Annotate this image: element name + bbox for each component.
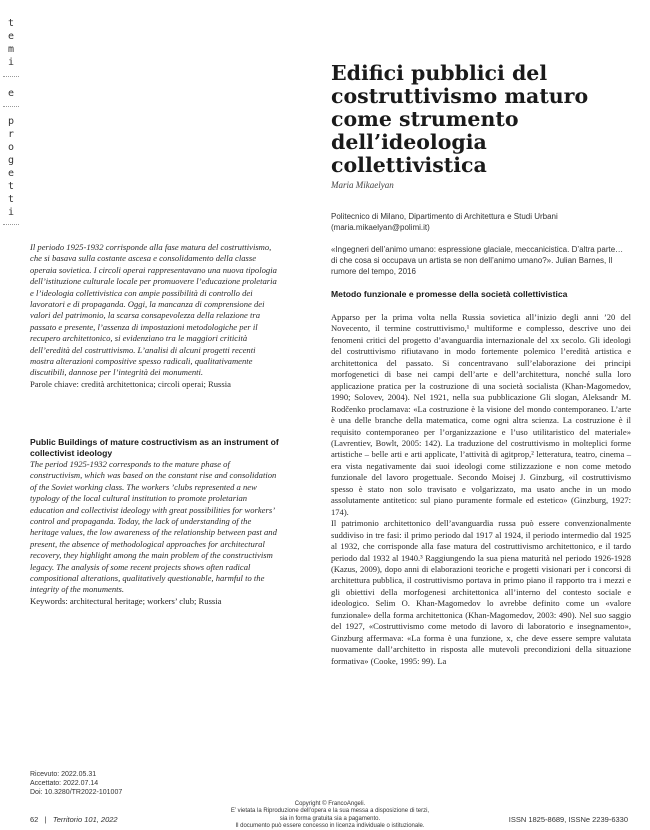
rail-letter: t bbox=[7, 194, 15, 205]
rail-letter: e bbox=[7, 31, 15, 42]
rail-letter: t bbox=[7, 181, 15, 192]
abstract-english bbox=[30, 437, 280, 607]
author-name: Maria Mikaelyan bbox=[331, 180, 394, 190]
rail-letter: g bbox=[7, 155, 15, 166]
copyright-line: Copyright © FrancoAngeli. bbox=[294, 801, 366, 807]
rail-letter: t bbox=[7, 18, 15, 29]
keywords-italian: Parole chiave: credità architettonica; circoli operai; Russia bbox=[30, 378, 231, 389]
rail-letter: i bbox=[7, 57, 15, 68]
copyright-line: E’ vietata la Riproduzione dell’opera e la sua messa a disposizione di terzi, bbox=[230, 808, 430, 815]
abstract-italian bbox=[30, 242, 280, 390]
keywords-english: Keywords: architectural heritage; workers’ club; Russia bbox=[30, 595, 222, 606]
doi: Doi: 10.3280/TR2022-101007 bbox=[30, 789, 123, 796]
rail-divider bbox=[3, 106, 19, 107]
body-text bbox=[331, 312, 631, 667]
article-title: Edifici pubblici del costruttivismo maturo come strumento dell’ideologia collettivistica bbox=[331, 61, 589, 177]
section-rail bbox=[0, 0, 22, 240]
rail-divider bbox=[3, 76, 19, 77]
rail-letter: r bbox=[7, 129, 15, 140]
rail-letter: e bbox=[7, 168, 15, 179]
rail-letter: o bbox=[7, 142, 15, 153]
body-paragraph: Il patrimonio architettonico dell’avanguardia russa può essere convenzionalmente suddiviso in tre fasi: il primo periodo dal 1917 al 1924, il periodo intermedio dal 1925 al 1932, che corrisponde alla fase matura del costruttivismo architettonico, e il tardo periodo dal 1932 al 1940.³ Raggiungendo la sua piena maturità nel periodo 1926-1928 (Kazus, 2009), dopo anni di elaborazioni teoriche e progetti visionari per i concorsi di architettura pubblica, il costruttivismo portava in primo piano il rapporto tra i mezzi e gli obiettivi della morfogenesi architettonica all’interno del contesto sociale e ideologico. Selim O. Khan-Magomedov lo avrebbe definito come un «valore funzionale» della forma architettonica (Khan-Magomedov, 2003: 490). Nel suo saggio del 1927, «Costruttivismo come metodo di lavoro di laboratorio e insegnamento», Ginzburg affermava: «La forma è una funzione, x, che deve essere sempre valutata nuovamente dall’architetto in risposta alle mutevoli precondizioni della situazione formativa» (Cooke, 1995: 99). La bbox=[331, 518, 631, 666]
rail-letter: i bbox=[7, 207, 15, 218]
received-date: Ricevuto: 2022.05.31 bbox=[30, 771, 97, 778]
abstract-english-text: The period 1925-1932 corresponds to the mature phase of constructivism, which was based on the constant rise and consolidation of the Soviet working class. The workers ’clubs represented a new typology of the local cultural institution to promote proletarian education and collectivist ideology with great possibilities for workers’ control and propaganda. Today, the lack of understanding of the heritage values, the low awareness of the relationship between past and present, the absence of methodological approaches for architectural recovery, they highlight among the main problem of the constructivism legacy. The analysis of some recent projects shows often radical compositional alterations, qualitatively questionable, harmful to the integrity of the monuments. bbox=[30, 459, 277, 595]
epigraph-quote: «Ingegneri dell’animo umano: espressione glaciale, meccanicistica. D’altra parte… di che cosa si occupava un artista se non dell’animo umano?». Julian Barnes, Il rumore del tempo, 2016 bbox=[331, 245, 624, 276]
page-footer-left: 62 | Territorio 101, 2022 bbox=[30, 815, 118, 824]
abstract-italian-text: Il periodo 1925-1932 corrisponde alla fase matura del costruttivismo, che si basava sulla costante ascesa e consolidamento della classe operaia sovietica. I circoli operai rappresentavano una nuova tipologia dell’istituzione culturale locale per promuovere l’educazione proletaria e l’ideologia collettivistica con ampie possibilità di controllo dei lavoratori e di propaganda. Oggi, la mancanza di comprensione dei valori del patrimonio, la scarsa consapevolezza della relazione tra passato e presente, l’assenza di impostazioni metodologiche per il recupero architettonico, si evidenziano tra le maggiori criticità dell’eredità del costruttivismo. L’analisi di alcuni progetti recenti mostra alterazioni compositive spesso radicali, qualitativamente discutibili, dannose per l’integrità dei monumenti. bbox=[30, 242, 277, 378]
abstract-english-title: Public Buildings of mature costructivism as an instrument of collectivist ideology bbox=[30, 437, 279, 458]
journal-name: Territorio 101, 2022 bbox=[52, 815, 118, 824]
rail-letter: m bbox=[7, 44, 15, 55]
issn: ISSN 1825-8689, ISSNe 2239-6330 bbox=[508, 815, 628, 824]
copyright-notice bbox=[210, 801, 450, 830]
copyright-line: Il documento può essere concesso in licenza individuale o istituzionale. bbox=[235, 822, 425, 829]
section-heading: Metodo funzionale e promesse della società collettivistica bbox=[331, 289, 568, 299]
rail-letter: p bbox=[7, 116, 15, 127]
rail-letter: e bbox=[7, 88, 15, 99]
submission-info bbox=[30, 770, 280, 797]
author-affiliation: Politecnico di Milano, Dipartimento di Architettura e Studi Urbani (maria.mikaelyan@polimi.it) bbox=[331, 212, 558, 232]
rail-divider bbox=[3, 224, 19, 225]
body-paragraph: Apparso per la prima volta nella Russia sovietica all’inizio degli anni ’20 del Novecento, il termine costruttivismo,¹ multiforme e complesso, descrive uno dei fenomeni critici del progetto d’avanguardia internazionale del xx secolo. Gli ideologi del costruttivismo rifiutavano in modo fortemente polemico l’eredità artistica e architettonica del passato. Si concentravano sull’elaborazione dei principi morfogenetici di base nei campi dell’arte e dell’architettura, nonché sulla loro applicazione pratica per la costruzione di una società socialista (Khan-Magomedov, 1990; Solovev, 2004). Nel 1921, nella sua pubblicazione Gli slogan, Aleksandr M. Rodčenko proclamava: «La costruzione è la visione del mondo contemporaneo. L’arte è una delle branche della matematica, come ogni altra scienza. La costruzione è il requisito contemporaneo per l’organizzazione e l’uso utilitaristico del materiale» (Lavrentiev, Bowlt, 2005: 142). La traduzione del costruttivismo in molteplici forme artistiche – belle arti e arti applicate, l’attività di agitprop,² letteratura, teatro, cinema – era vista negativamente dai suoi ideologi come stilizzazione e non come metodo funzionale del lavoro progettuale. Secondo Moisej J. Ginzburg, «il costruttivismo spesso è stato non solo travisato e volgarizzato, ma usato anche in un modo assolutamente antitetico: sul piano puramente formale ed estetico» (Ginzburg, 1927: 174). bbox=[331, 312, 631, 517]
accepted-date: Accettato: 2022.07.14 bbox=[30, 780, 99, 787]
page-number: 62 bbox=[30, 815, 39, 824]
copyright-line: sia in forma gratuita sia a pagamento. bbox=[279, 815, 381, 822]
